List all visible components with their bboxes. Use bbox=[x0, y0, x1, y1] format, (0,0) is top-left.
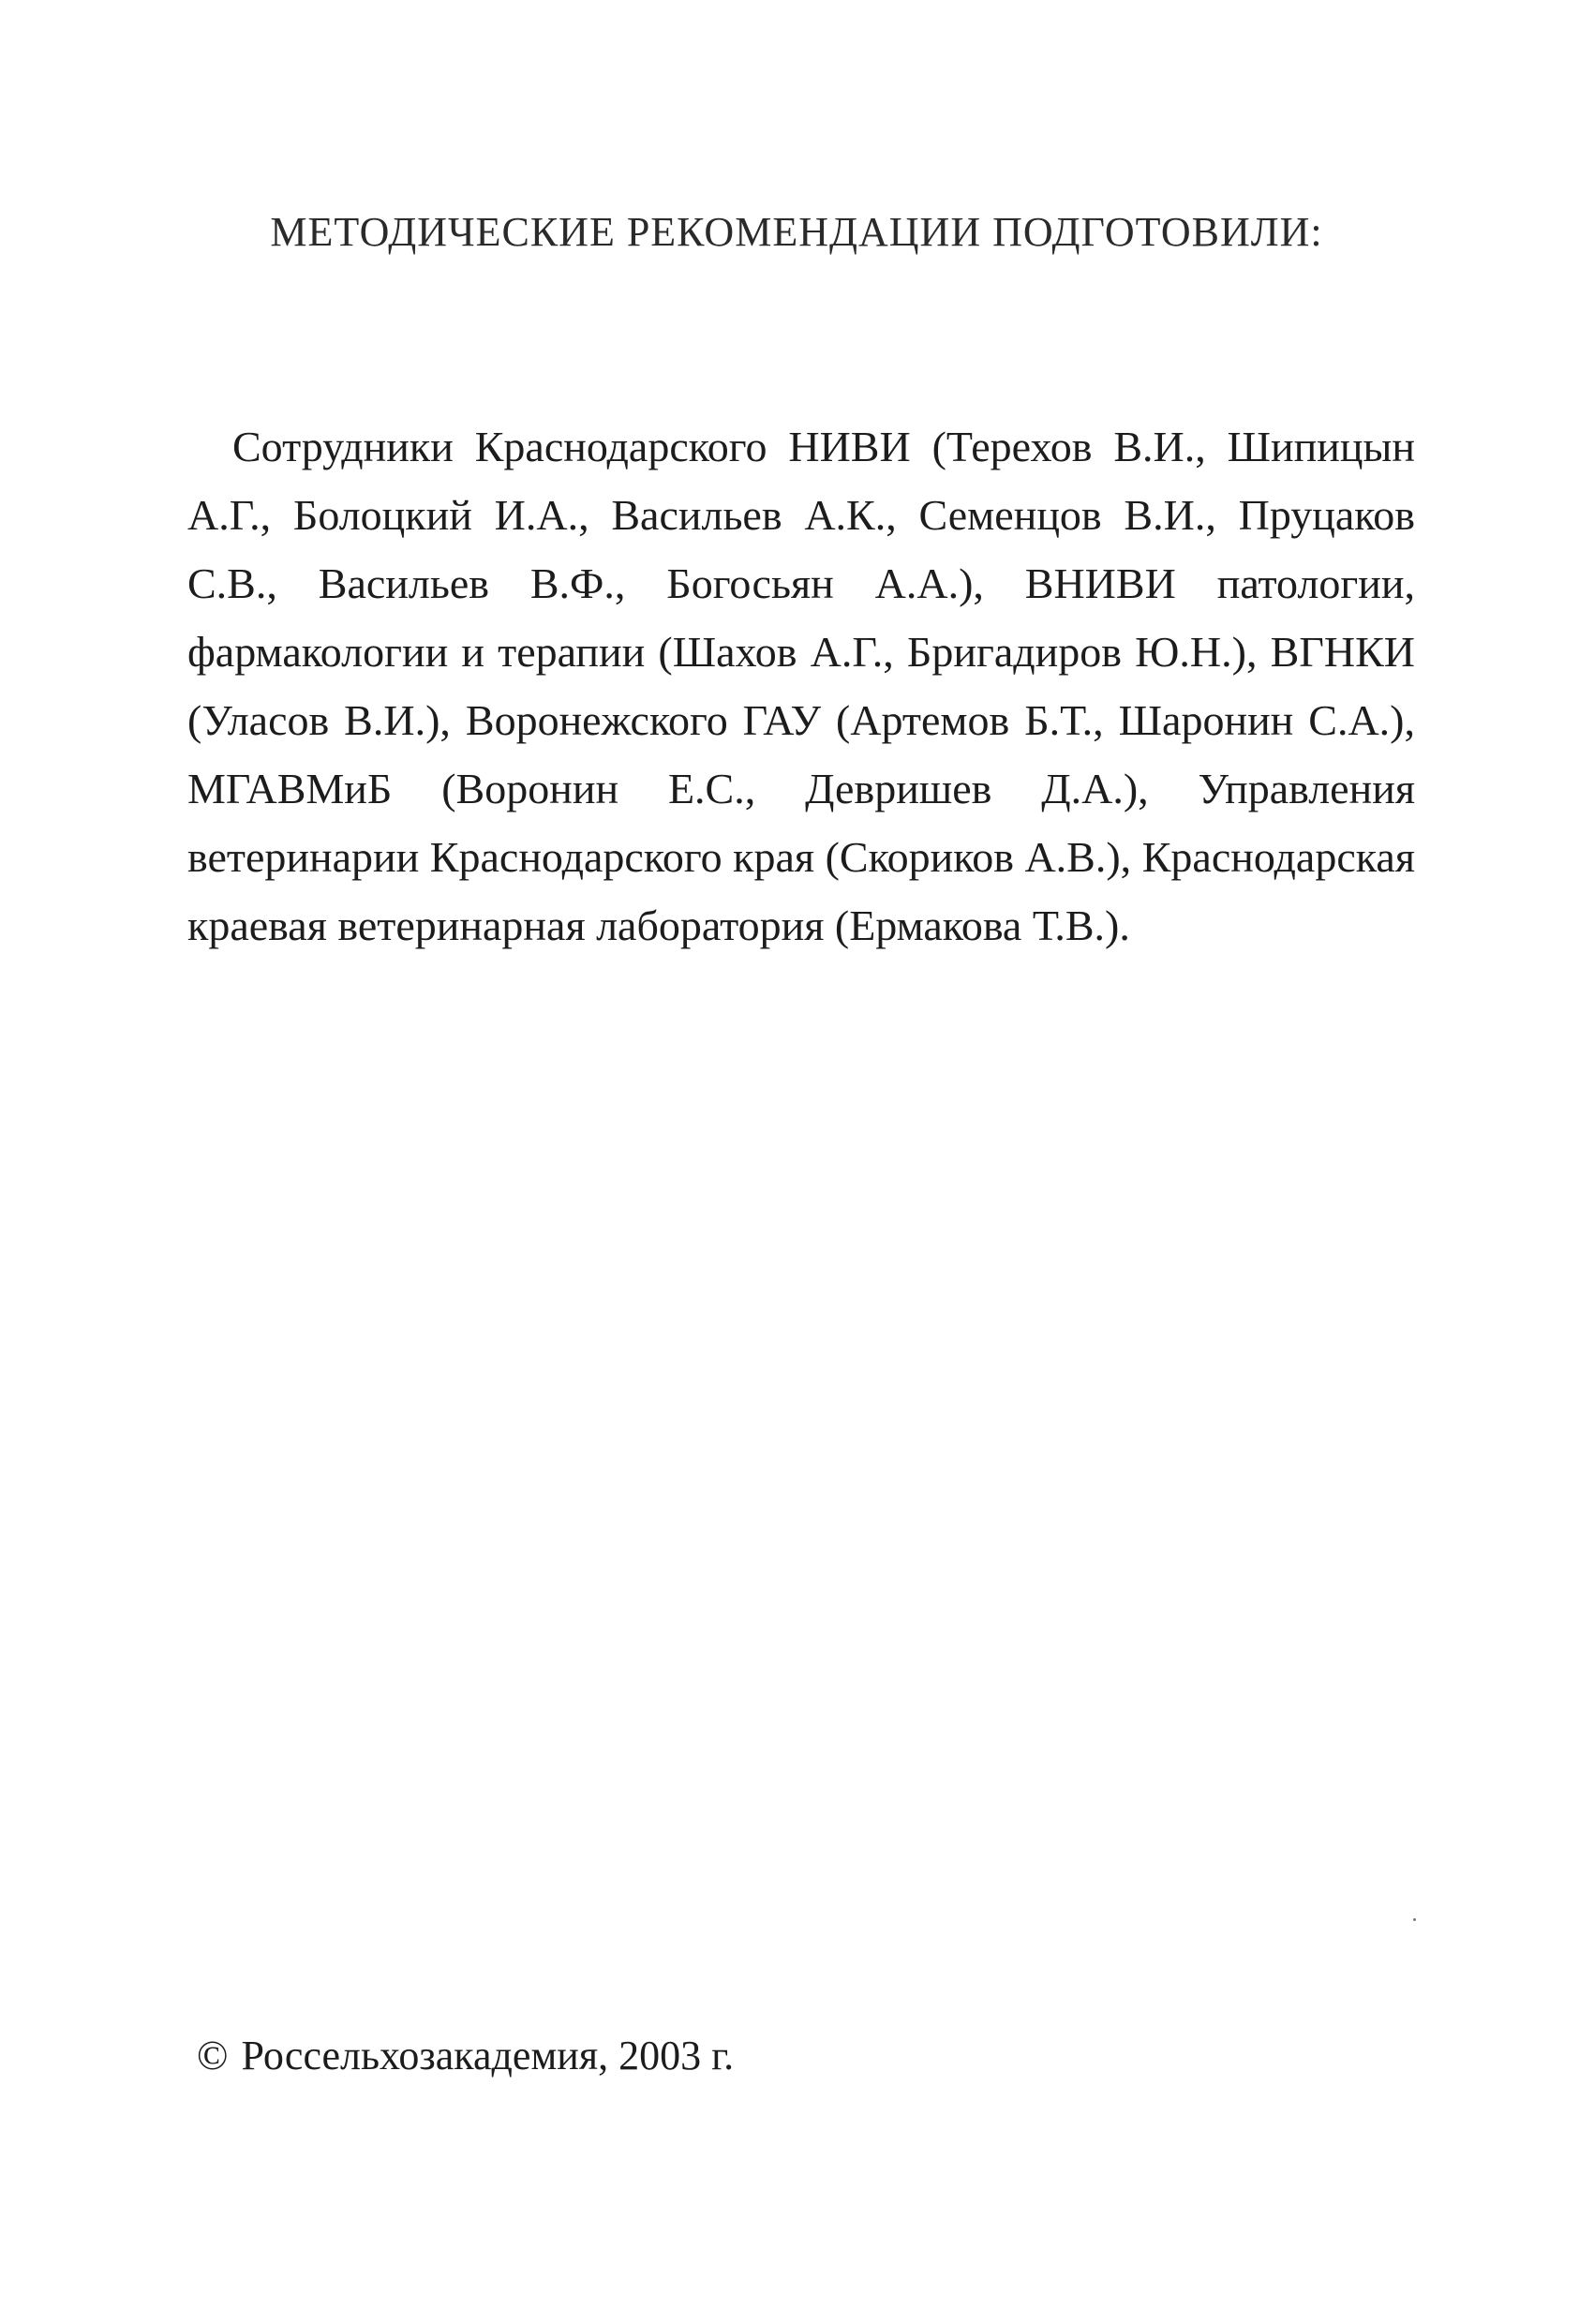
copyright-symbol: © bbox=[197, 2033, 229, 2078]
copyright-text: Россельхозакадемия, 2003 г. bbox=[241, 2033, 735, 2078]
authors-paragraph: Сотрудники Краснодарского НИВИ (Терехов В.И., Шипицын А.Г., Болоцкий И.А., Васильев А.К., Семенцов В.И., Пруцаков С.В., Васильев В.Ф., Богосьян А.А.), ВНИВИ патологии, фармакологии и терапии (Шахов А.Г., Бригадиров Ю.Н.), ВГНКИ (Уласов В.И.), Воронежского ГАУ (Артемов Б.Т., Шаронин С.А.), МГАВМиБ (Воронин Е.С., Девришев Д.А.), Управления ветеринарии Краснодарского края (Скориков А.В.), Краснодарская краевая ветеринарная лаборатория (Ермакова Т.В.). bbox=[187, 423, 1415, 949]
copyright-line bbox=[197, 2032, 734, 2079]
page-heading: МЕТОДИЧЕСКИЕ РЕКОМЕНДАЦИИ ПОДГОТОВИЛИ: bbox=[270, 209, 1323, 255]
scan-speck bbox=[1413, 1918, 1416, 1921]
